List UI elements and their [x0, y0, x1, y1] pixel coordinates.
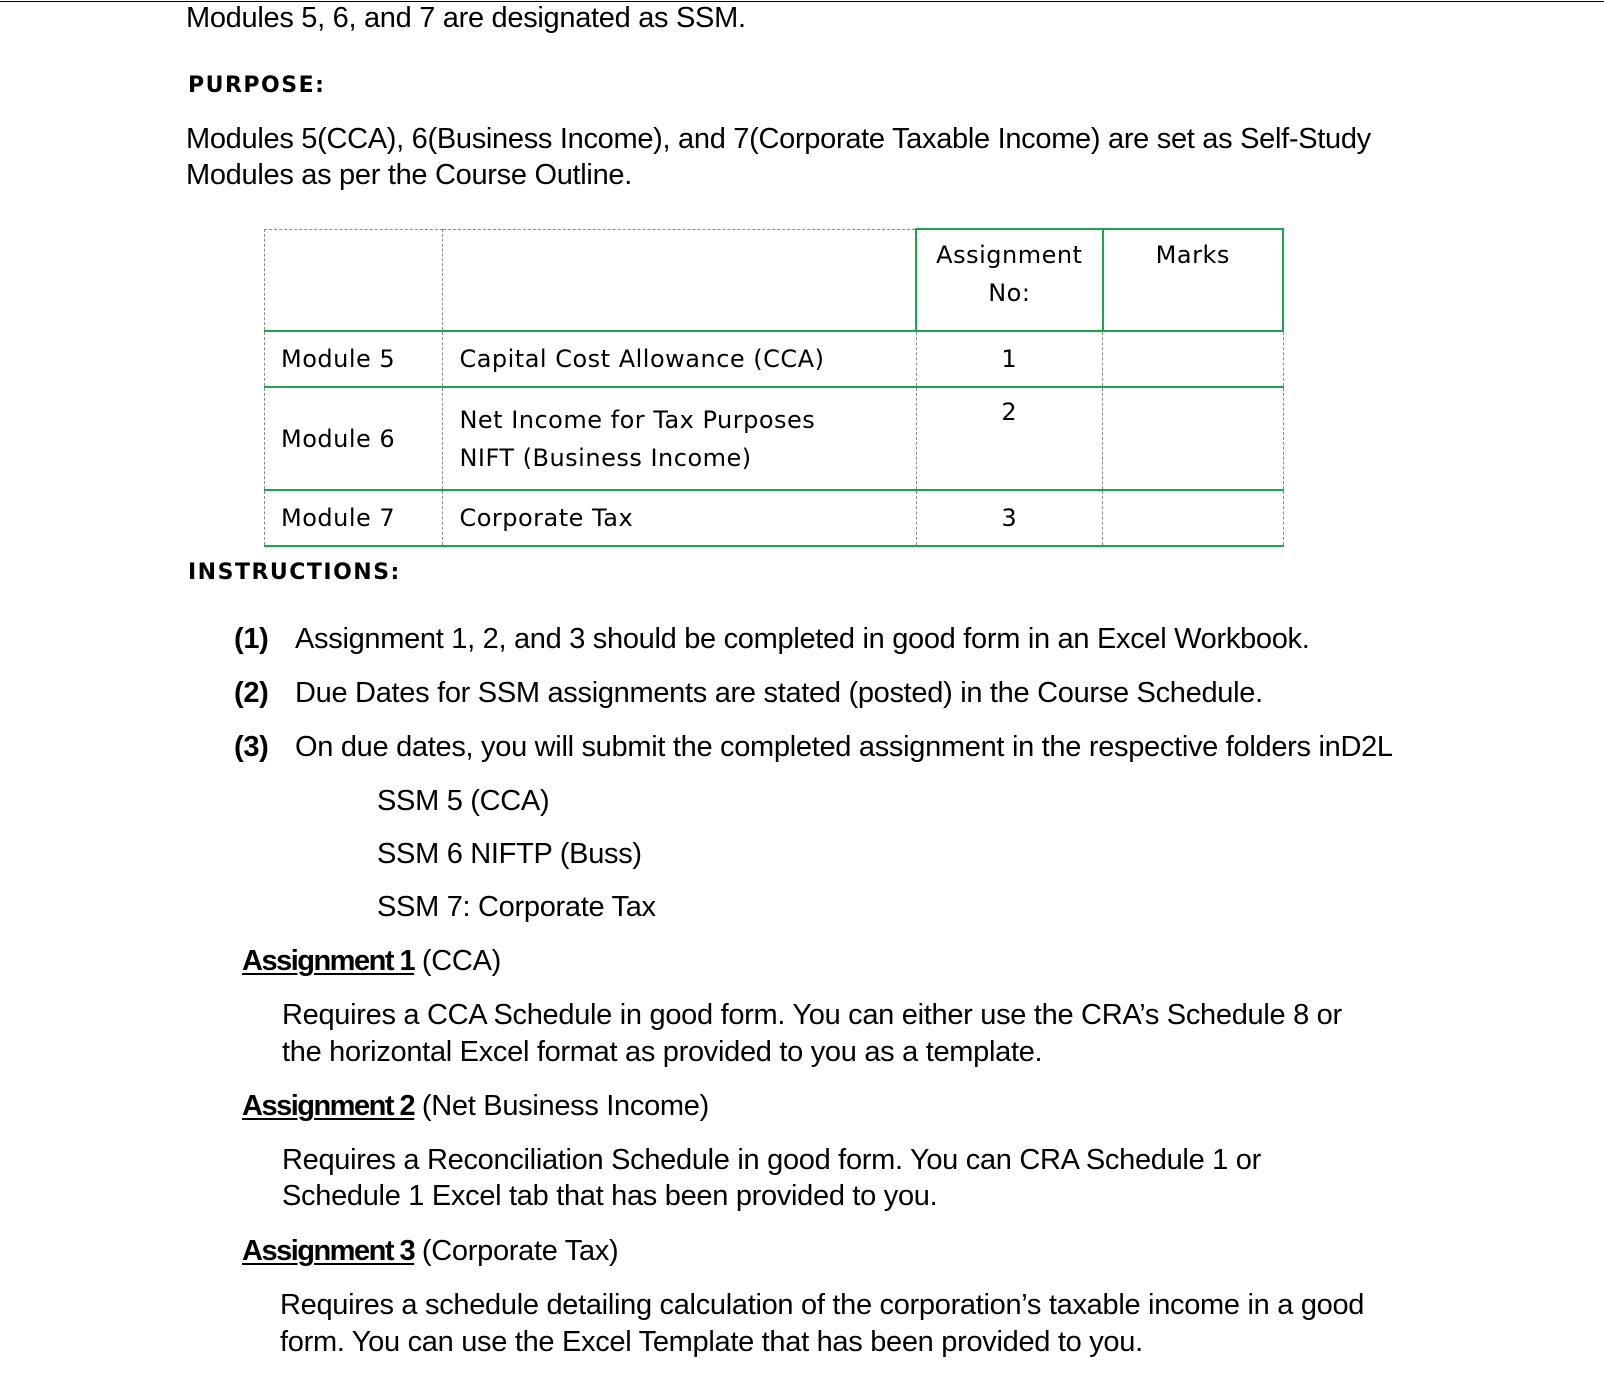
instruction-number: (1) [234, 623, 269, 655]
instruction-item [234, 621, 269, 657]
marks-cell [1103, 331, 1283, 387]
description-cell [443, 387, 916, 490]
assignment-topic: (Net Business Income) [414, 1090, 709, 1122]
modules-table [264, 228, 1284, 547]
instruction-number: (3) [234, 731, 269, 763]
assignment-desc-line-2: the horizontal Excel format as provided to you as a template. [282, 1036, 1043, 1068]
table-row [265, 387, 1284, 490]
assignment-desc-line-2: Schedule 1 Excel tab that has been provided to you. [282, 1180, 938, 1212]
module-cell: Module 7 [265, 490, 443, 546]
designation-text: Modules 5, 6, and 7 are designated as SSM. [186, 2, 746, 34]
marks-cell [1103, 387, 1283, 490]
assignment-header-line-1: Assignment [936, 241, 1083, 269]
purpose-line-1: Modules 5(CCA), 6(Business Income), and 7(Corporate Taxable Income) are set as Self-Study [186, 123, 1371, 155]
module-cell: Module 5 [265, 331, 443, 387]
header-cell-module [265, 229, 443, 331]
description-cell: Corporate Tax [443, 490, 916, 546]
instruction-text: Assignment 1, 2, and 3 should be completed in good form in an Excel Workbook. [295, 623, 1310, 655]
purpose-heading: PURPOSE: [188, 73, 326, 98]
assignment-no-cell: 3 [916, 490, 1102, 546]
assignment-title: Assignment 3 [242, 1235, 415, 1267]
assignment-no-cell: 1 [916, 331, 1102, 387]
purpose-line-2: Modules as per the Course Outline. [186, 159, 632, 191]
description-line-1: Net Income for Tax Purposes [459, 405, 816, 434]
header-cell-assignment-no [916, 229, 1102, 331]
assignment-topic: (CCA) [414, 945, 501, 977]
table-row [265, 490, 1284, 546]
assignment-heading [242, 1088, 709, 1124]
instruction-item [234, 675, 269, 711]
folder-name: SSM 6 NIFTP (Buss) [377, 838, 642, 870]
description-line-2: NIFT (Business Income) [459, 443, 752, 472]
instruction-text: On due dates, you will submit the completed assignment in the respective folders inD2L [295, 731, 1393, 763]
assignment-header-line-2: No: [988, 279, 1031, 307]
assignment-desc-line-1: Requires a Reconciliation Schedule in good form. You can CRA Schedule 1 or [282, 1144, 1261, 1176]
table-header-row [265, 229, 1284, 331]
instruction-item [234, 729, 269, 765]
assignment-desc-line-2: form. You can use the Excel Template that has been provided to you. [280, 1326, 1143, 1358]
folder-name: SSM 5 (CCA) [377, 785, 550, 817]
instruction-number: (2) [234, 677, 269, 709]
header-cell-marks: Marks [1103, 229, 1283, 331]
marks-cell [1103, 490, 1283, 546]
assignment-no-cell: 2 [916, 387, 1102, 490]
assignment-title: Assignment 1 [242, 945, 415, 977]
assignment-title: Assignment 2 [242, 1090, 415, 1122]
description-cell: Capital Cost Allowance (CCA) [443, 331, 916, 387]
instruction-text: Due Dates for SSM assignments are stated (posted) in the Course Schedule. [295, 677, 1263, 709]
assignment-heading [242, 943, 501, 979]
assignment-topic: (Corporate Tax) [414, 1235, 619, 1267]
header-cell-description [443, 229, 916, 331]
folder-name: SSM 7: Corporate Tax [377, 891, 656, 923]
assignment-desc-line-1: Requires a CCA Schedule in good form. You can either use the CRA’s Schedule 8 or [282, 999, 1342, 1031]
assignment-heading [242, 1233, 618, 1269]
instructions-heading: INSTRUCTIONS: [188, 560, 401, 585]
table-row [265, 331, 1284, 387]
assignment-desc-line-1: Requires a schedule detailing calculation of the corporation’s taxable income in a good [280, 1289, 1365, 1321]
module-cell: Module 6 [265, 387, 443, 490]
